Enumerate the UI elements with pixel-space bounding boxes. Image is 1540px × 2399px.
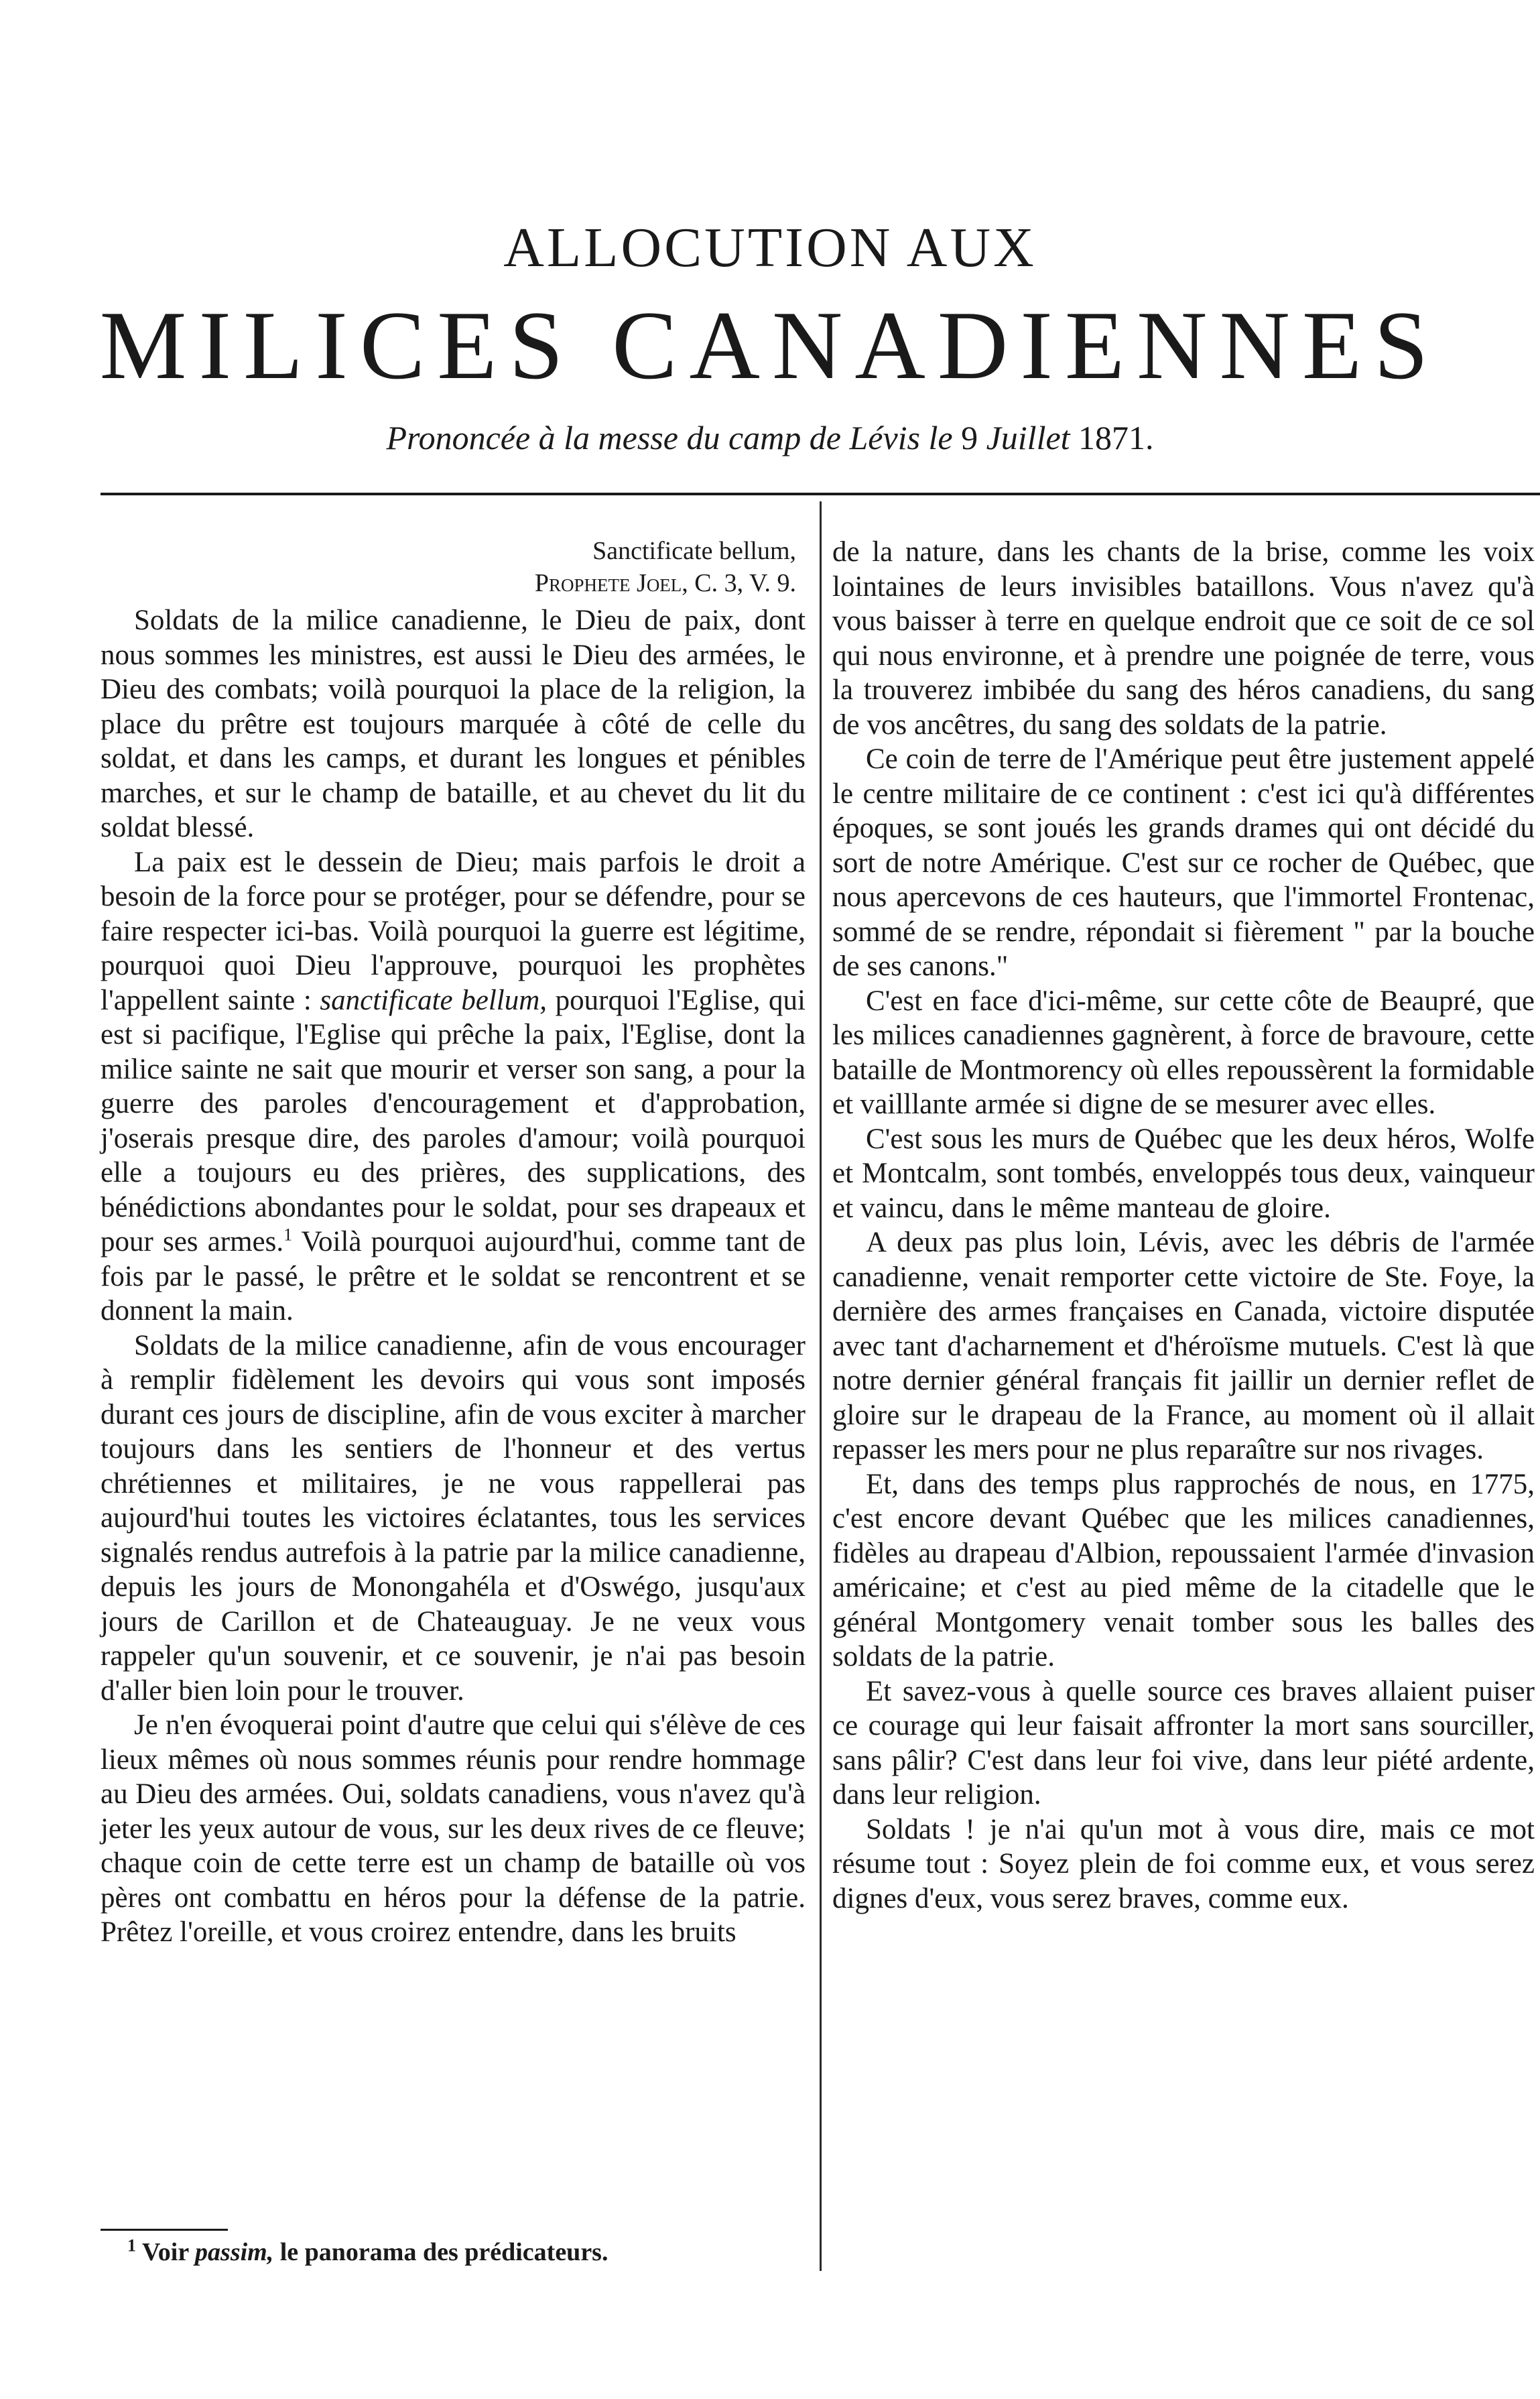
footnote xyxy=(127,2235,797,2269)
paragraph-left-2 xyxy=(101,845,806,1329)
right-column xyxy=(832,535,1535,1916)
footnote-suffix: le panorama des prédicateurs. xyxy=(279,2238,608,2266)
subtitle-prefix: Prononcée à la messe du camp de Lévis le xyxy=(386,419,953,456)
paragraph-right-5: A deux pas plus loin, Lévis, avec les débris de l'armée canadienne, venait remporter cette victoire de Ste. Foye, la dernière des armes françaises en Canada, victoire disputée avec tant d'acharnement et d'héroïsme mutuels. C'est là que notre dernier général français fit jaillir un dernier reflet de gloire sur le drapeau de la France, au moment où il allait repasser les mers pour ne plus reparaître sur nos rivages. xyxy=(832,1227,1535,1465)
paragraph-right-4: C'est sous les murs de Québec que les deux héros, Wolfe et Montcalm, sont tombés, enveloppés tous deux, vainqueur et vaincu, dans le même manteau de gloire. xyxy=(832,1123,1535,1224)
paragraph-right-3: C'est en face d'ici-même, sur cette côte de Beaupré, que les milices canadiennes gagnèrent, à force de bravoure, cette bataille de Montmorency où elles repoussèrent la formidable et vailllante armée si digne de se mesurer avec elles. xyxy=(832,985,1535,1120)
paragraph-left-3: Soldats de la milice canadienne, afin de vous encourager à remplir fidèlement les devoirs qui vous sont imposés durant ces jours de discipline, afin de vous exciter à marcher toujours dans les sentiers de l'honneur et des vertus chrétiennes et militaires, je ne vous rappellerai pas aujourd'hui toutes les victoires éclatantes, tous les services signalés rendus autrefois à la patrie par la milice canadienne, depuis les jours de Monongahéla et d'Oswégo, jusqu'aux jours de Carillon et de Chateauguay. Je ne veux vous rappeler qu'un souvenir, et ce souvenir, je n'ai pas besoin d'aller bien loin pour le trouver. xyxy=(101,1329,806,1707)
column-divider xyxy=(820,501,822,2271)
title-line-2: MILICES CANADIENNES xyxy=(99,291,1441,399)
footnote-ref[interactable]: 1 xyxy=(283,1225,293,1245)
paragraph-right-7: Et savez-vous à quelle source ces braves allaient puiser ce courage qui leur faisait affronter la mort sans sourciller, sans pâlir? C'est dans leur foi vive, dans leur piété ardente, dans leur religion. xyxy=(832,1675,1535,1810)
footnote-italic: passim, xyxy=(195,2238,274,2266)
paragraph-left-1: Soldats de la milice canadienne, le Dieu de paix, dont nous sommes les ministres, est aussi le Dieu des armées, le Dieu des combats; voilà pourquoi la place de la religion, la place du prêtre est toujours marquée à côté de celle du soldat, et dans les camps, et durant les longues et pénibles marches, et sur le champ de bataille, et au chevet du lit du soldat blessé. xyxy=(101,605,806,843)
subtitle-year: 1871. xyxy=(1078,419,1154,456)
paragraph-right-6: Et, dans des temps plus rapprochés de nous, en 1775, c'est encore devant Québec que les milices canadiennes, fidèles au drapeau d'Albion, repoussaient l'armée d'invasion américaine; et c'est au pied même de la citadelle que le général Montgomery venait tomber sous les balles des soldats de la patrie. xyxy=(832,1468,1535,1672)
subtitle-month: Juillet xyxy=(986,419,1070,456)
left-column xyxy=(101,535,806,1950)
paragraph-left-2-c: Voilà pourquoi aujourd'hui, comme tant de fois par le passé, le prêtre et le soldat se rencontrent et se donnent la main. xyxy=(101,1226,806,1327)
paragraph-right-8: Soldats ! je n'ai qu'un mot à vous dire, mais ce mot résume tout : Soyez plein de foi comme eux, et vous serez dignes d'eux, vous serez braves, comme eux. xyxy=(832,1813,1535,1914)
paragraph-right-1: de la nature, dans les chants de la brise, comme les voix lointaines de leurs invisibles bataillons. Vous n'avez qu'à vous baisser à terre en quelque endroit que ce soit de ce sol qui nous environne, et à prendre une poignée de terre, vous la trouverez imbibée du sang des héros canadiens, du sang de vos ancêtres, du sang des soldats de la patrie. xyxy=(832,536,1535,741)
paragraph-left-2-italic: sanctificate bellum, xyxy=(320,984,548,1016)
header-rule xyxy=(101,493,1540,495)
footnote-rule xyxy=(101,2229,228,2231)
paragraph-right-2: Ce coin de terre de l'Amérique peut être justement appelé le centre militaire de ce continent : c'est ici qu'à différentes époques, se sont joués les grands drames qui ont décidé du sort de notre Amérique. C'est sur ce rocher de Québec, que nous apercevons de ces hauteurs, que l'immortel Frontenac, sommé de se rendre, répondait si fièrement " par la bouche de ses canons." xyxy=(832,743,1535,982)
paragraph-left-4: Je n'en évoquerai point d'autre que celui qui s'élève de ces lieux mêmes où nous sommes réunis pour rendre hommage au Dieu des armées. Oui, soldats canadiens, vous n'avez qu'à jeter les yeux autour de vous, sur les deux rives de ce fleuve; chaque coin de cette terre est un champ de bataille où vos pères ont combattu en héros pour la défense de la patrie. Prêtez l'oreille, et vous croirez entendre, dans les bruits xyxy=(101,1709,806,1948)
footnote-prefix: Voir xyxy=(141,2238,189,2266)
paragraph-left-2-b: pourquoi l'Eglise, qui est si pacifique, l'Eglise qui prêche la paix, l'Eglise, dont la milice sainte ne sait que mourir et verser son sang, a pour la guerre des paroles d'encouragement et d'approbation, j'oserais presque dire, des paroles d'amour; voilà pourquoi elle a toujours eu des prières, des supplications, des bénédictions abondantes pour le soldat, pour ses drapeaux et pour ses armes. xyxy=(101,984,806,1257)
title-line-1: ALLOCUTION AUX xyxy=(503,217,1037,279)
epigraph xyxy=(101,535,796,599)
footnote-number: 1 xyxy=(127,2235,136,2256)
subtitle xyxy=(0,414,1540,461)
subtitle-day: 9 xyxy=(961,419,978,456)
paragraph-left-2-a: La paix est le dessein de Dieu; mais parfois le droit a besoin de la force pour se protéger, pour se défendre, pour se faire respecter ici-bas. Voilà pourquoi la guerre est légitime, pourquoi quoi Dieu l'approuve, pourquoi les prophètes l'appellent sainte : xyxy=(101,846,806,1016)
epigraph-source: Prophete Joel, C. 3, V. 9. xyxy=(534,569,796,597)
epigraph-quote: Sanctificate bellum, xyxy=(592,537,796,565)
